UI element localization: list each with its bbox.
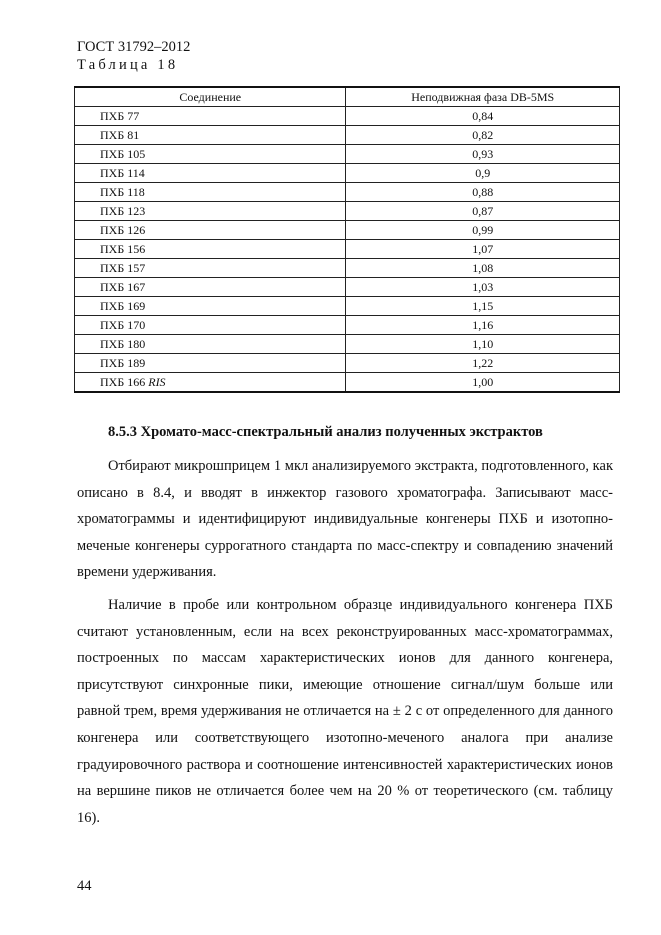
compound-suffix: RIS [148, 374, 166, 389]
table-row [75, 145, 620, 164]
paragraph: Наличие в пробе или контрольном образце индивидуального конгенера ПХБ считают установленным, если на всех реконструированных масс-хроматограммах, построенных по массам характеристических ионов для данного конгенера, присутствуют синхронные пики, имеющие отношение сигнал/шум больше или равной трем, время удерживания не отличается на ± 2 с от определенного для данного конгенера или соответствующего изотопно-меченого аналога при анализе градуировочного раствора и соотношение интенсивностей характеристических ионов на вершине пиков не отличается более чем на 20 % от теоретического (см. таблицу 16). [77, 596, 613, 826]
compound-name: ПХБ 157 [100, 260, 146, 275]
compound-name: ПХБ 156 [100, 241, 146, 256]
section-text [77, 419, 613, 831]
value-cell: 0,88 [346, 183, 620, 202]
compound-cell [75, 145, 346, 164]
compound-name: ПХБ 105 [100, 146, 146, 161]
value-cell: 1,15 [346, 297, 620, 316]
table-row [75, 297, 620, 316]
compound-cell [75, 126, 346, 145]
compound-name: ПХБ 77 [100, 108, 140, 123]
value-cell: 1,22 [346, 354, 620, 373]
value-cell: 1,07 [346, 240, 620, 259]
table-row [75, 373, 620, 393]
paragraph: Отбирают микрошприцем 1 мкл анализируемого экстракта, подготовленного, как описано в 8.4, и вводят в инжектор газового хроматографа. Записывают масс-хроматограммы и идентифицируют индивидуальные конгенеры ПХБ и изотопно-меченые конгенеры суррогатного стандарта по масс-спектру и совпадению значений времени удерживания. [77, 458, 613, 581]
value-cell: 0,93 [346, 145, 620, 164]
table-row [75, 126, 620, 145]
value-cell: 0,84 [346, 107, 620, 126]
table-row [75, 202, 620, 221]
compound-cell [75, 316, 346, 335]
value-cell: 1,00 [346, 373, 620, 393]
compound-name: ПХБ 167 [100, 279, 146, 294]
compound-name: ПХБ 123 [100, 203, 146, 218]
value-cell: 0,99 [346, 221, 620, 240]
compound-cell [75, 107, 346, 126]
table-row [75, 183, 620, 202]
compound-name: ПХБ 170 [100, 317, 146, 332]
compound-cell [75, 278, 346, 297]
data-table [74, 86, 620, 393]
compound-cell [75, 240, 346, 259]
table-row [75, 278, 620, 297]
value-cell: 0,82 [346, 126, 620, 145]
value-cell: 1,03 [346, 278, 620, 297]
table-row [75, 107, 620, 126]
compound-cell [75, 373, 346, 393]
page-number: 44 [77, 878, 92, 894]
compound-cell [75, 335, 346, 354]
compound-cell [75, 221, 346, 240]
table-caption: Таблица 18 [77, 57, 179, 73]
page-header [77, 38, 190, 74]
compound-name: ПХБ 126 [100, 222, 146, 237]
table-row [75, 164, 620, 183]
compound-cell [75, 183, 346, 202]
compound-name: ПХБ 81 [100, 127, 140, 142]
column-header-compound: Соединение [75, 87, 346, 107]
table-row [75, 316, 620, 335]
table-row [75, 354, 620, 373]
compound-name: ПХБ 166 [100, 374, 146, 389]
column-header-stationary-phase: Неподвижная фаза DB-5MS [346, 87, 620, 107]
compound-name: ПХБ 169 [100, 298, 146, 313]
compound-name: ПХБ 189 [100, 355, 146, 370]
value-cell: 0,9 [346, 164, 620, 183]
compound-name: ПХБ 118 [100, 184, 145, 199]
compound-cell [75, 354, 346, 373]
compound-name: ПХБ 114 [100, 165, 145, 180]
section-heading: 8.5.3 Хромато-масс-спектральный анализ полученных экстрактов [108, 424, 543, 440]
value-cell: 1,16 [346, 316, 620, 335]
standard-designation: ГОСТ 31792–2012 [77, 39, 191, 55]
value-cell: 1,10 [346, 335, 620, 354]
value-cell: 0,87 [346, 202, 620, 221]
compound-cell [75, 164, 346, 183]
table-row [75, 335, 620, 354]
table-header-row [75, 87, 620, 107]
compound-name: ПХБ 180 [100, 336, 146, 351]
value-cell: 1,08 [346, 259, 620, 278]
compound-cell [75, 297, 346, 316]
table-row [75, 221, 620, 240]
table-row [75, 259, 620, 278]
table-body [75, 107, 620, 393]
compound-cell [75, 202, 346, 221]
compound-cell [75, 259, 346, 278]
table-row [75, 240, 620, 259]
